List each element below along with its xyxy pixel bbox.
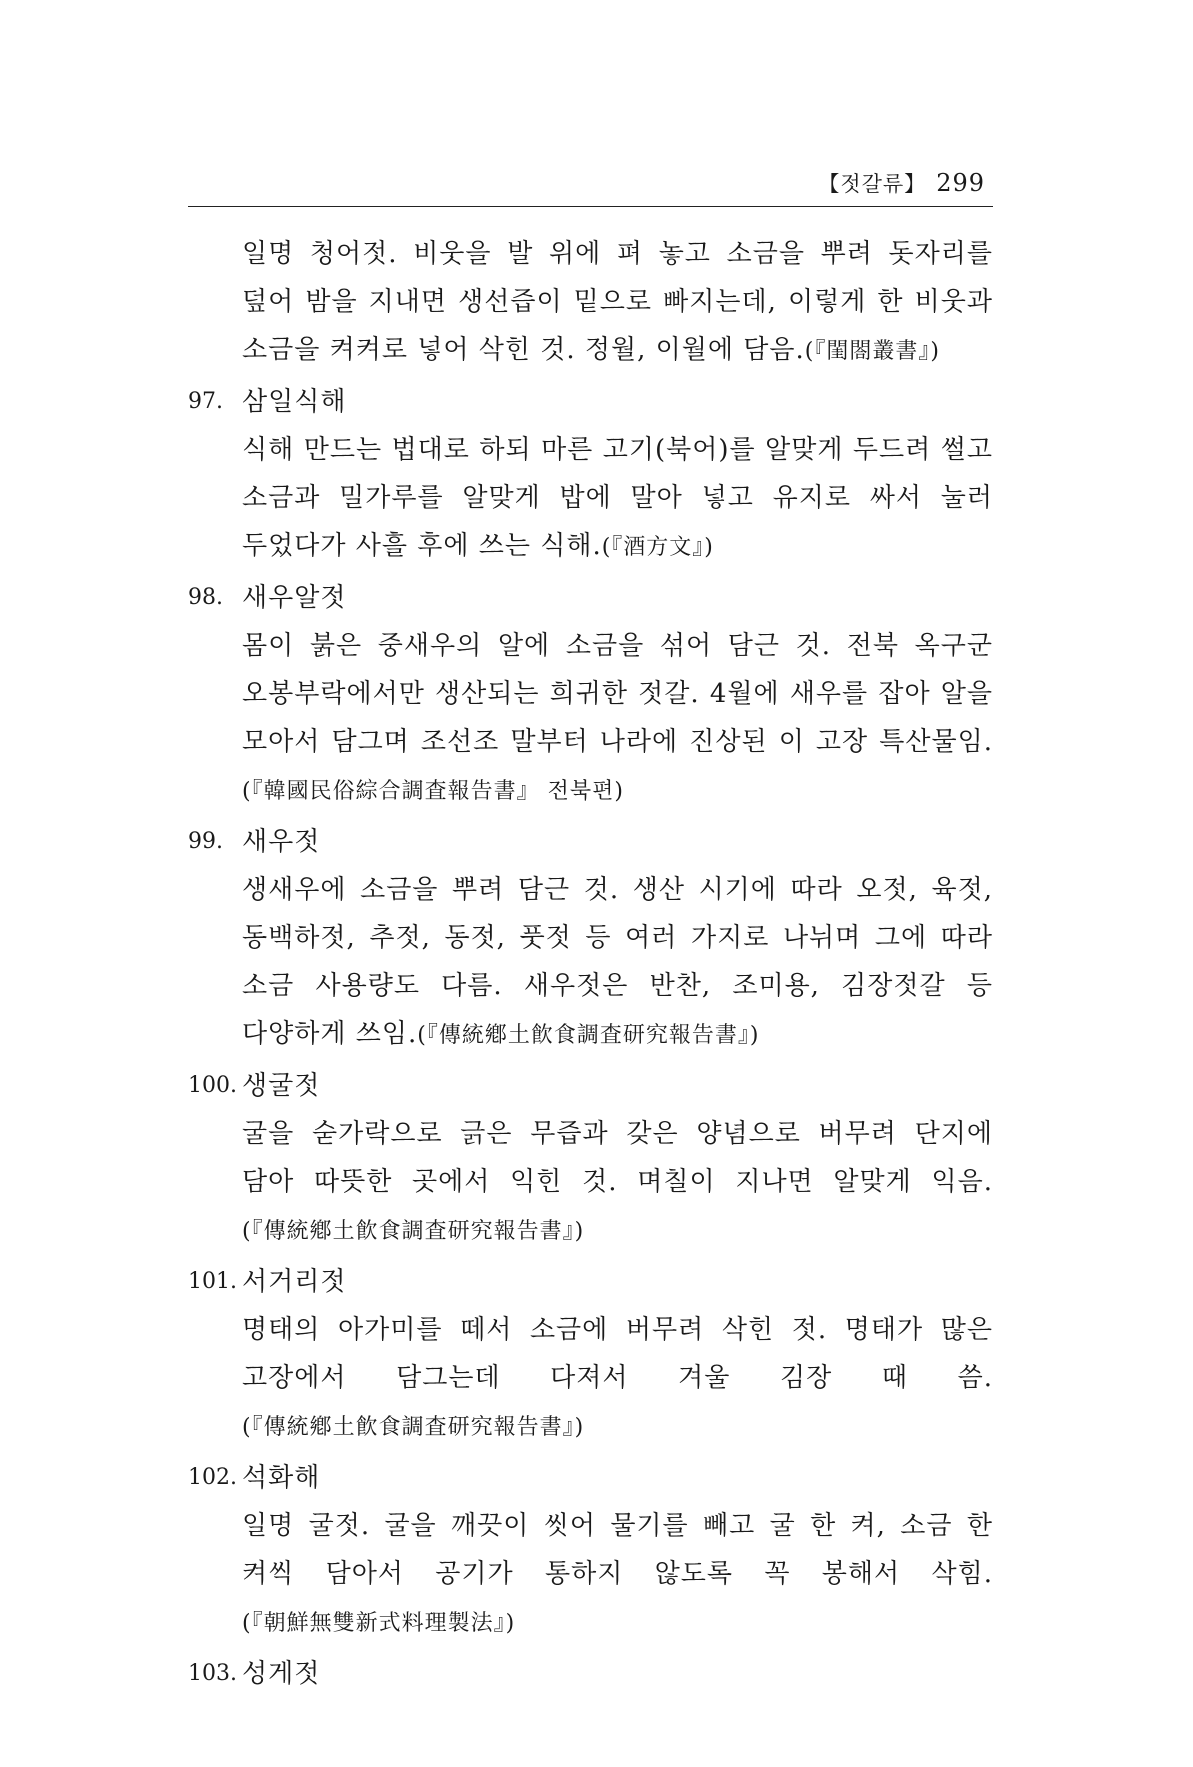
entry-heading bbox=[188, 1454, 993, 1502]
entry-text: 생새우에 소금을 뿌려 담근 것. 생산 시기에 따라 오젓, 육젓, 동백하젓, 추젓, 동젓, 풋젓 등 여러 가지로 나뉘며 그에 따라 소금 사용량도 다름. 새우젓은 반찬, 조미용, 김장젓갈 등 다양하게 쓰임. bbox=[242, 875, 993, 1049]
entry-101 bbox=[188, 1258, 993, 1452]
entry-heading bbox=[188, 1062, 993, 1110]
entry-97 bbox=[188, 378, 993, 572]
entry-heading bbox=[188, 1650, 993, 1698]
entry-103 bbox=[188, 1650, 993, 1698]
entry-title: 새우젓 bbox=[242, 827, 321, 857]
entry-102 bbox=[188, 1454, 993, 1648]
entry-heading bbox=[188, 574, 993, 622]
entry-source: (『韓國民俗綜合調査報告書』 전북편) bbox=[242, 779, 624, 804]
entry-number: 97. bbox=[188, 389, 223, 414]
entry-body bbox=[242, 1110, 993, 1256]
entry-body bbox=[242, 426, 993, 572]
page-number: 299 bbox=[936, 169, 985, 197]
entry-number: 99. bbox=[188, 829, 223, 854]
entry-heading bbox=[188, 1258, 993, 1306]
header-text bbox=[818, 168, 985, 198]
entry-title: 성게젓 bbox=[242, 1659, 321, 1689]
entry-number: 101. bbox=[188, 1269, 237, 1294]
entry-title: 새우알젓 bbox=[242, 583, 347, 613]
entry-source: (『傳統鄕土飮食調査研究報告書』) bbox=[242, 1415, 585, 1440]
entry-title: 삼일식해 bbox=[242, 387, 347, 417]
entry-title: 생굴젓 bbox=[242, 1071, 321, 1101]
entry-98 bbox=[188, 574, 993, 816]
entry-body bbox=[242, 622, 993, 816]
entry-99 bbox=[188, 818, 993, 1060]
entry-text: 일명 청어젓. 비웃을 발 위에 펴 놓고 소금을 뿌려 돗자리를 덮어 밤을 지내면 생선즙이 밑으로 빠지는데, 이렇게 한 비웃과 소금을 켜켜로 넣어 삭힌 것. 정월, 이월에 담음. bbox=[242, 239, 993, 365]
entry-text: 굴을 숟가락으로 긁은 무즙과 갖은 양념으로 버무려 단지에 담아 따뜻한 곳에서 익힌 것. 며칠이 지나면 알맞게 익음. bbox=[242, 1119, 993, 1197]
entry-text: 명태의 아가미를 떼서 소금에 버무려 삭힌 젓. 명태가 많은 고장에서 담그는데 다져서 겨울 김장 때 씀. bbox=[242, 1315, 993, 1393]
entry-source: (『閨閤叢書』) bbox=[804, 339, 940, 364]
entry-body bbox=[242, 1502, 993, 1648]
entry-title: 서거리젓 bbox=[242, 1267, 347, 1297]
entry-title: 석화해 bbox=[242, 1463, 321, 1493]
continued-entry-text bbox=[242, 230, 993, 376]
entry-source: (『傳統鄕土飮食調査研究報告書』) bbox=[417, 1023, 760, 1048]
entry-source: (『朝鮮無雙新式料理製法』) bbox=[242, 1611, 516, 1636]
header-section-title: 【젓갈류】 bbox=[818, 172, 927, 196]
entry-source: (『酒方文』) bbox=[601, 535, 714, 560]
entry-number: 98. bbox=[188, 585, 223, 610]
page-content bbox=[188, 230, 993, 1698]
entry-text: 몸이 붉은 중새우의 알에 소금을 섞어 담근 것. 전북 옥구군 오봉부락에서만 생산되는 희귀한 젓갈. 4월에 새우를 잡아 알을 모아서 담그며 조선조 말부터 나라에 진상된 이 고장 특산물임. bbox=[242, 631, 993, 757]
running-header bbox=[188, 166, 993, 207]
entry-heading bbox=[188, 818, 993, 866]
entry-100 bbox=[188, 1062, 993, 1256]
entry-body bbox=[242, 866, 993, 1060]
entry-number: 103. bbox=[188, 1661, 237, 1686]
entry-text: 일명 굴젓. 굴을 깨끗이 씻어 물기를 빼고 굴 한 켜, 소금 한 켜씩 담아서 공기가 통하지 않도록 꼭 봉해서 삭힘. bbox=[242, 1511, 993, 1589]
entry-body bbox=[242, 1306, 993, 1452]
entry-source: (『傳統鄕土飮食調査研究報告書』) bbox=[242, 1219, 585, 1244]
entry-heading bbox=[188, 378, 993, 426]
entry-text: 식해 만드는 법대로 하되 마른 고기(북어)를 알맞게 두드려 썰고 소금과 밀가루를 알맞게 밥에 말아 넣고 유지로 싸서 눌러 두었다가 사흘 후에 쓰는 식해. bbox=[242, 435, 993, 561]
entry-number: 102. bbox=[188, 1465, 237, 1490]
entry-number: 100. bbox=[188, 1073, 237, 1098]
